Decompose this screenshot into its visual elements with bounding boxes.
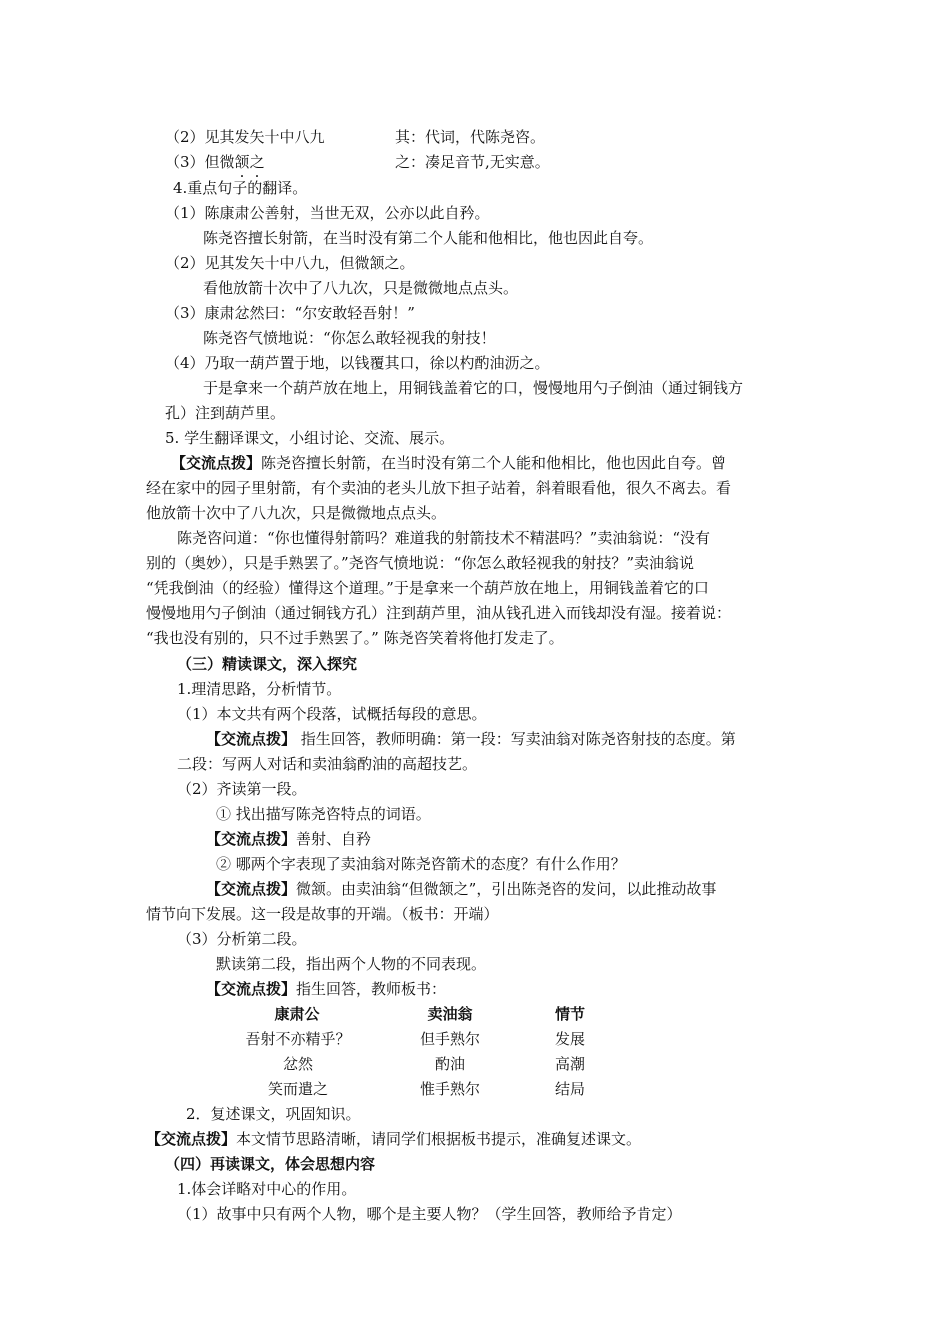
text-line: （1）本文共有两个段落，试概括每段的意思。	[177, 705, 487, 723]
callout-tag: 【交流点拨】	[171, 454, 262, 472]
text-line: 2．复述课文，巩固知识。	[186, 1105, 361, 1123]
text-line: 之：凑足音节,无实意。	[395, 153, 550, 171]
text-span: 微颔。由卖油翁“但微颔之”，引出陈尧咨的发问，以此推动故事	[296, 880, 717, 898]
table-cell: 吾射不亦精乎？	[245, 1030, 351, 1048]
text-line: 默读第二段，指出两个人物的不同表现。	[216, 955, 487, 973]
text-line: 别的（奥妙），只是手熟罢了。”尧咨气愤地说：“你怎么敢轻视我的射技？”卖油翁说	[146, 554, 695, 572]
table-header: 康肃公	[274, 1005, 320, 1023]
table-cell: 高潮	[554, 1055, 585, 1073]
text-line: （3）分析第二段。	[177, 930, 307, 948]
text-line: 5. 学生翻译课文，小组讨论、交流、展示。	[165, 429, 455, 447]
text-line: 经在家中的园子里射箭，有个卖油的老头儿放下担子站着，斜着眼看他，很久不离去。看	[146, 479, 732, 497]
text-line	[206, 829, 371, 849]
emphasis-char: 颔	[234, 153, 250, 171]
text-line: （1）故事中只有两个人物，哪个是主要人物？（学生回答，教师给予肯定）	[177, 1205, 682, 1223]
text-span: 指生回答，教师明确：第一段：写卖油翁对陈尧咨射技的态度。第	[300, 730, 736, 748]
text-line: 陈尧咨问道：“你也懂得射箭吗？难道我的射箭技术不精湛吗？”卖油翁说：“没有	[177, 529, 711, 547]
text-line: （2）齐读第一段。	[177, 780, 307, 798]
emphasis-char: 之	[249, 153, 265, 171]
table-cell: 发展	[554, 1030, 585, 1048]
text-line: （2）见其发矢十中八九	[165, 128, 325, 146]
table-cell: 笑而遣之	[267, 1080, 328, 1098]
text-line	[206, 729, 736, 749]
callout-tag: 【交流点拨】	[206, 980, 297, 998]
text-line: “我也没有别的，只不过手熟罢了。” 陈尧咨笑着将他打发走了。	[146, 629, 564, 647]
callout-tag: 【交流点拨】	[206, 830, 297, 848]
text-span: 陈尧咨擅长射箭，在当时没有第二个人能和他相比，他也因此自夸。曾	[261, 454, 727, 472]
text-line: （3）康肃忿然曰：“尔安敢轻吾射！”	[165, 304, 415, 322]
table-header: 卖油翁	[427, 1005, 473, 1023]
callout-tag: 【交流点拨】	[146, 1130, 237, 1148]
text-line: 陈尧咨气愤地说：“你怎么敢轻视我的射技！	[203, 329, 496, 347]
text-line: （1）陈康肃公善射，当世无双，公亦以此自矜。	[165, 204, 490, 222]
text-line: 孔）注到葫芦里。	[165, 404, 286, 422]
text-line: 陈尧咨擅长射箭，在当时没有第二个人能和他相比，他也因此自夸。	[203, 229, 654, 247]
text-span: 善射、自矜	[296, 830, 372, 848]
table-cell: 但手熟尔	[419, 1030, 480, 1048]
section-heading: （四）再读课文，体会思想内容	[165, 1155, 376, 1173]
text-line: （4）乃取一葫芦置于地，以钱覆其口，徐以杓酌油沥之。	[165, 354, 550, 372]
table-cell: 忿然	[282, 1055, 313, 1073]
text-line	[206, 979, 446, 999]
text-line: 二段：写两人对话和卖油翁酌油的高超技艺。	[177, 755, 478, 773]
table-cell: 结局	[554, 1080, 585, 1098]
text-line: 1.体会详略对中心的作用。	[177, 1180, 357, 1198]
section-heading: （三）精读课文，深入探究	[177, 655, 358, 673]
text-line: 其：代词，代陈尧咨。	[395, 128, 546, 146]
text-line: 于是拿来一个葫芦放在地上，用铜钱盖着它的口，慢慢地用勺子倒油（通过铜钱方	[203, 379, 744, 397]
table-header: 情节	[554, 1005, 585, 1023]
table-cell: 酌油	[434, 1055, 465, 1073]
text-span: 指生回答，教师板书：	[296, 980, 447, 998]
callout-tag: 【交流点拨】	[206, 880, 297, 898]
text-line: ① 找出描写陈尧咨特点的词语。	[216, 805, 431, 823]
text-line: 4.重点句子的翻译。	[173, 179, 308, 197]
text-line: 1.理清思路，分析情节。	[177, 680, 342, 698]
text-line: （2）见其发矢十中八九，但微颔之。	[165, 254, 415, 272]
text-line	[206, 879, 716, 899]
text-line: ② 哪两个字表现了卖油翁对陈尧咨箭术的态度？有什么作用？	[216, 855, 626, 873]
text-span: 本文情节思路清晰，请同学们根据板书提示，准确复述课文。	[236, 1130, 642, 1148]
text-line	[165, 152, 265, 172]
text-line	[171, 453, 726, 473]
callout-tag: 【交流点拨】	[206, 730, 297, 748]
text-line: “凭我倒油（的经验）懂得这个道理。”于是拿来一个葫芦放在地上，用铜钱盖着它的口	[146, 579, 709, 597]
text-line: 情节向下发展。这一段是故事的开端。（板书：开端）	[146, 905, 499, 923]
text-line: 看他放箭十次中了八九次，只是微微地点点头。	[203, 279, 519, 297]
text-line: 慢慢地用勺子倒油（通过铜钱方孔）注到葫芦里，油从钱孔进入而钱却没有湿。接着说：	[146, 604, 732, 622]
text-span: （3）但微	[165, 153, 235, 171]
table-cell: 惟手熟尔	[419, 1080, 480, 1098]
text-line: 他放箭十次中了八九次，只是微微地点点头。	[146, 504, 447, 522]
text-line	[146, 1129, 641, 1149]
